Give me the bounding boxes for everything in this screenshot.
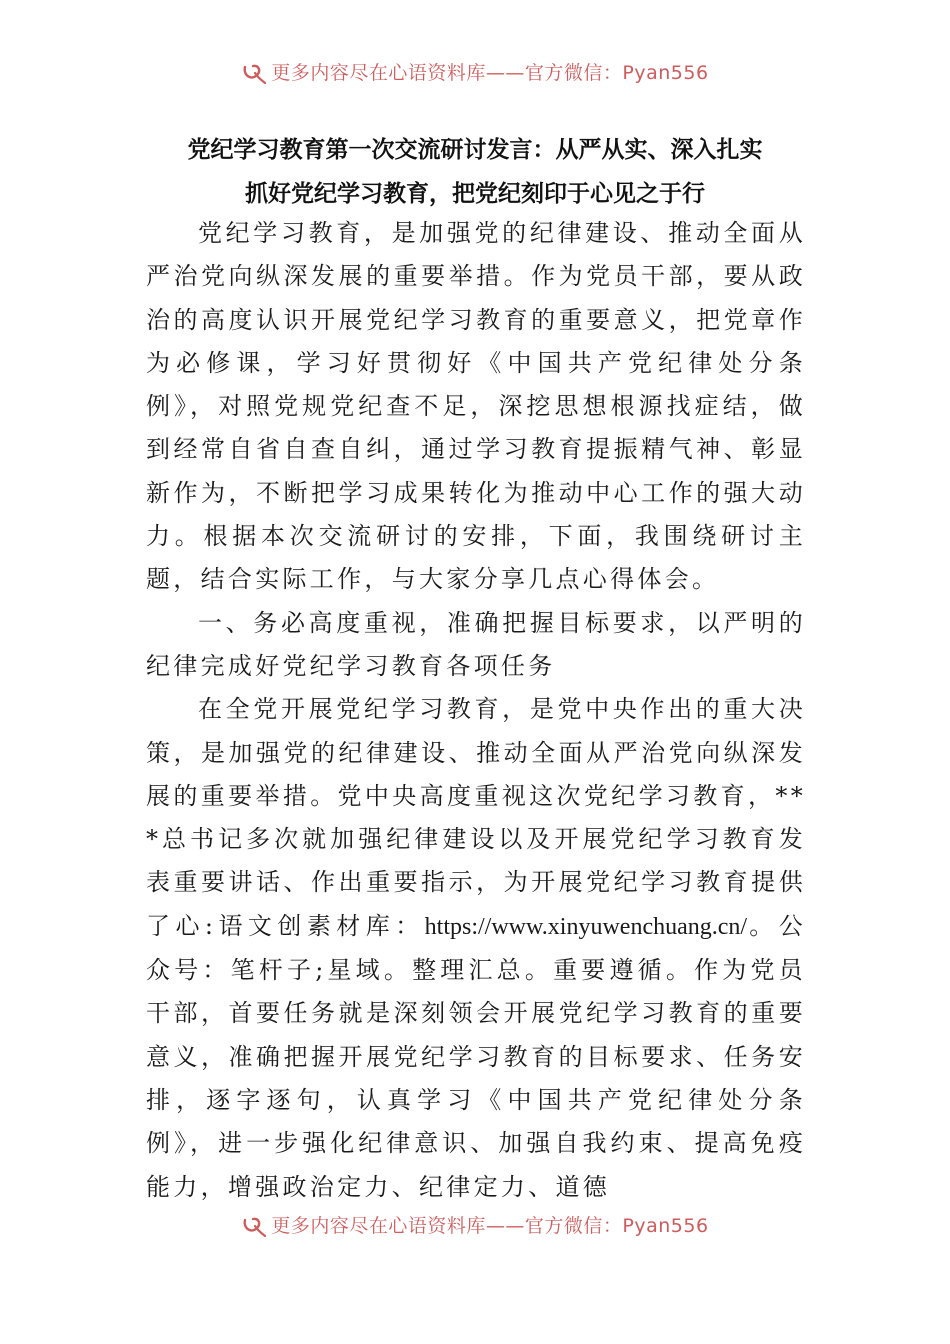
- header-watermark: [0, 58, 950, 85]
- brand-logo-icon: [241, 1214, 267, 1238]
- footer-watermark-text: 更多内容尽在心语资料库——官方微信：Pyan556: [271, 1215, 709, 1237]
- body-paragraph-3-url: https://www.xinyuwenchuang.cn/: [424, 913, 748, 940]
- header-watermark-text: 更多内容尽在心语资料库——官方微信：Pyan556: [271, 62, 709, 84]
- document-title-line-1: 党纪学习教育第一次交流研讨发言：从严从实、深入扎实: [187, 136, 763, 163]
- body-paragraph-3: [146, 688, 806, 1209]
- body-paragraph-3-part-2: 。公众号：笔杆子;星域。整理汇总。重要遵循。作为党员干部，首要任务就是深刻领会开展党纪学习教育的重要意义，准确把握开展党纪学习教育的目标要求、任务安排，逐字逐句，认真学习《中国共产党纪律处分条例》，进一步强化纪律意识、加强自我约束、提高免疫能力，增强政治定力、纪律定力、道德: [146, 911, 806, 1201]
- body-paragraph-3-part-1: 在全党开展党纪学习教育，是党中央作出的重大决策，是加强党的纪律建设、推动全面从严治党向纵深发展的重要举措。党中央高度重视这次党纪学习教育，***总书记多次就加强纪律建设以及开展党纪学习教育发表重要讲话、作出重要指示，为开展党纪学习教育提供了心:语文创素材库：: [146, 695, 806, 940]
- brand-logo-icon: [241, 61, 267, 85]
- document-title-line-2: 抓好党纪学习教育，把党纪刻印于心见之于行: [245, 180, 705, 207]
- body-paragraph-1: 党纪学习教育，是加强党的纪律建设、推动全面从严治党向纵深发展的重要举措。作为党员干部，要从政治的高度认识开展党纪学习教育的重要意义，把党章作为必修课，学习好贯彻好《中国共产党纪律处分条例》，对照党规党纪查不足，深挖思想根源找症结，做到经常自省自查自纠，通过学习教育提振精气神、彰显新作为，不断把学习成果转化为推动中心工作的强大动力。根据本次交流研讨的安排，下面，我围绕研讨主题，结合实际工作，与大家分享几点心得体会。: [146, 219, 806, 594]
- section-heading-1: 一、务必高度重视，准确把握目标要求，以严明的纪律完成好党纪学习教育各项任务: [146, 608, 806, 680]
- footer-watermark: [0, 1211, 950, 1238]
- document-body: [146, 212, 806, 1209]
